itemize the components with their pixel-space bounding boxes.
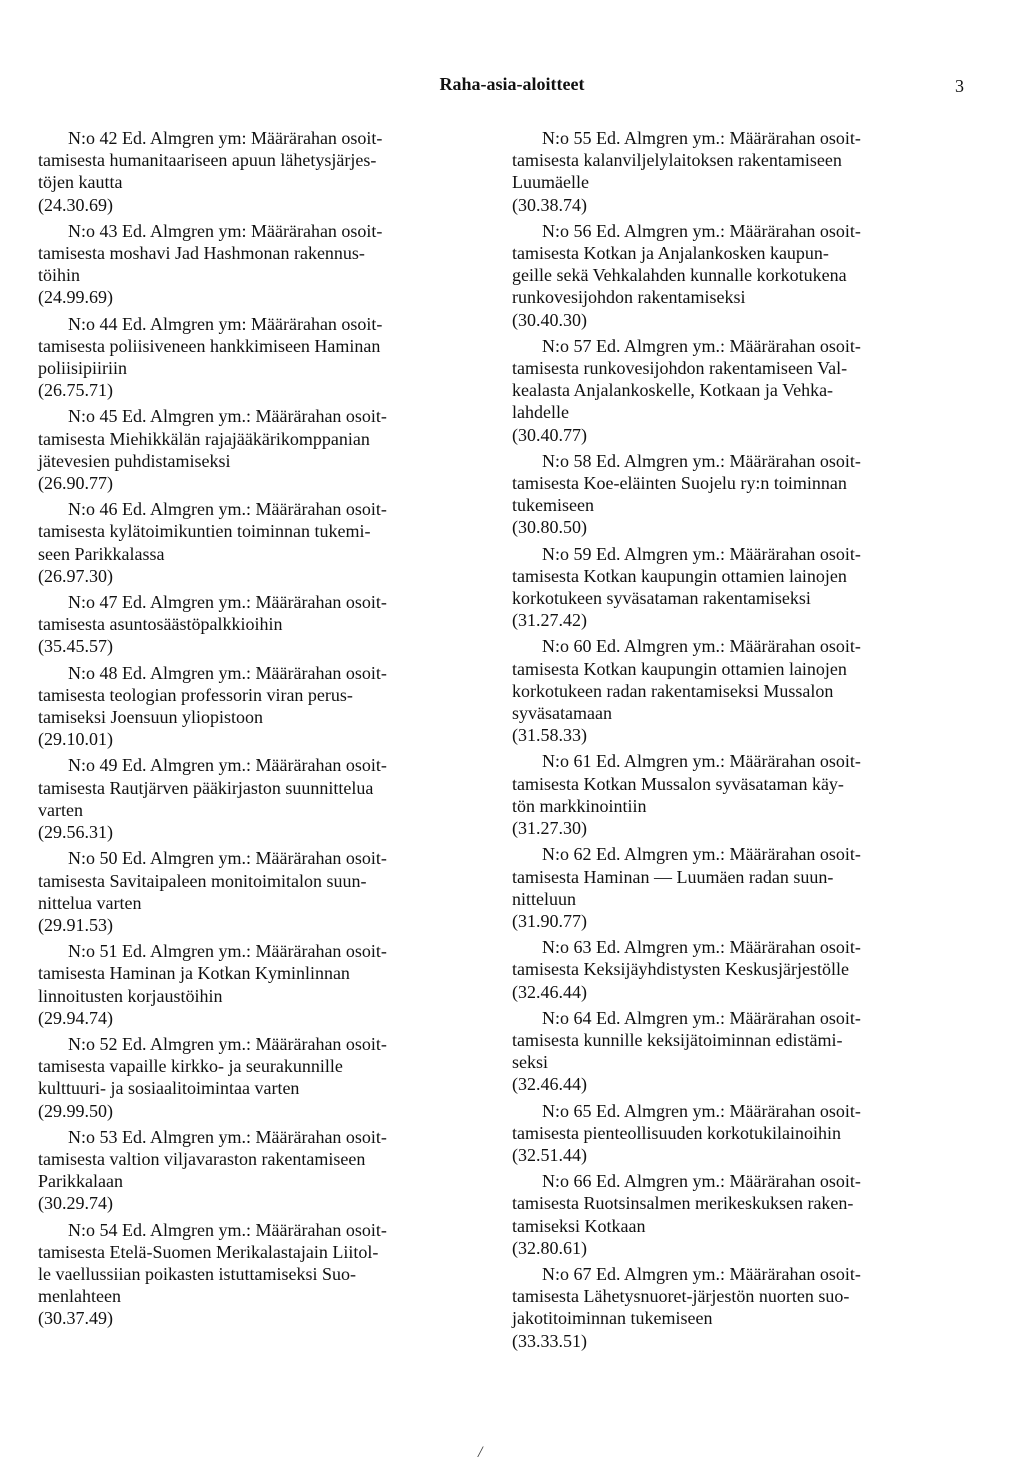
budget-item-code: (29.91.53) [38,914,113,935]
budget-item-code: (30.29.74) [38,1193,113,1214]
motion-entry [512,220,960,331]
stray-mark-icon: / [478,1444,483,1461]
motion-text-line: nitteluun [512,888,576,909]
budget-item-code: (30.40.77) [512,424,587,445]
motion-text-line: tamisesta vapaille kirkko- ja seurakunnille [38,1056,343,1077]
motion-text-line: tamisesta Kotkan Mussalon syväsataman käy- [512,773,844,794]
motion-text-line: tamisesta Lähetysnuoret-järjestön nuorten suo- [512,1286,850,1307]
motion-text-line: tamisesta Kotkan kaupungin ottamien lainojen [512,658,847,679]
motion-text-line: syväsatamaan [512,703,612,724]
motion-text-line: runkovesijohdon rakentamiseksi [512,287,746,308]
budget-item-code: (30.40.30) [512,309,587,330]
page-header [0,74,1024,104]
motion-text-line: tamisesta Kotkan ja Anjalankosken kaupun- [512,243,829,264]
budget-item-code: (29.56.31) [38,822,113,843]
motion-text-line: lahdelle [512,402,569,423]
motion-heading: N:o 60 Ed. Almgren ym.: Määrärahan osoit- [542,636,861,657]
budget-item-code: (26.75.71) [38,380,113,401]
budget-item-code: (30.37.49) [38,1308,113,1329]
motion-text-line: tamisesta Haminan — Luumäen radan suun- [512,866,834,887]
motion-text-line: korkotukeen radan rakentamiseksi Mussalon [512,680,834,701]
motion-text-line: tamisesta moshavi Jad Hashmonan rakennus- [38,243,365,264]
motion-text-line: varten [38,799,83,820]
motion-text-line: kealasta Anjalankoskelle, Kotkaan ja Vehka- [512,380,834,401]
motion-text-line: seksi [512,1052,548,1073]
budget-item-code: (24.99.69) [38,287,113,308]
motion-entry [512,450,960,539]
motion-entry [38,1033,490,1122]
motion-text-line: seen Parikkalassa [38,543,165,564]
right-column [512,127,960,1356]
motion-text-line: tamisesta kunnille keksijätoiminnan edistämi- [512,1029,843,1050]
motion-entry [512,335,960,446]
motion-text-line: Luumäelle [512,172,589,193]
motion-text-line: tön markkinointiin [512,795,647,816]
motion-text-line: Parikkalaan [38,1171,123,1192]
motion-text-line: tamisesta pienteollisuuden korkotukilainoihin [512,1122,841,1143]
motion-text-line: tamisesta asuntosäästöpalkkioihin [38,614,283,635]
motion-text-line: tamisesta Ruotsinsalmen merikeskuksen raken- [512,1193,854,1214]
motion-heading: N:o 52 Ed. Almgren ym.: Määrärahan osoit- [68,1033,387,1054]
motion-entry [38,591,490,658]
motion-text-line: korkotukeen syväsataman rakentamiseksi [512,588,811,609]
motion-text-line: tamisesta poliisiveneen hankkimiseen Haminan [38,335,381,356]
motion-text-line: le vaellussiian poikasten istuttamiseksi Suo- [38,1263,356,1284]
budget-item-code: (30.80.50) [512,517,587,538]
budget-item-code: (33.33.51) [512,1330,587,1351]
motion-entry [38,754,490,843]
motion-heading: N:o 46 Ed. Almgren ym.: Määrärahan osoit- [68,499,387,520]
motion-heading: N:o 42 Ed. Almgren ym: Määrärahan osoit- [68,128,383,148]
motion-heading: N:o 51 Ed. Almgren ym.: Määrärahan osoit- [68,941,387,962]
budget-item-code: (35.45.57) [38,636,113,657]
motion-heading: N:o 55 Ed. Almgren ym.: Määrärahan osoit- [542,128,861,148]
motion-text-line: töihin [38,265,81,286]
motion-entry [512,936,960,1003]
motion-heading: N:o 47 Ed. Almgren ym.: Määrärahan osoit- [68,592,387,613]
budget-item-code: (31.27.42) [512,610,587,631]
motion-text-line: tamisesta kalanviljelylaitoksen rakentamiseen [512,150,842,171]
motion-heading: N:o 53 Ed. Almgren ym.: Määrärahan osoit- [68,1126,387,1147]
motion-text-line: geille sekä Vehkalahden kunnalle korkotukena [512,265,847,286]
motion-entry [38,127,490,216]
motion-entry [38,405,490,494]
budget-item-code: (29.94.74) [38,1007,113,1028]
motion-text-line: tamisesta teologian professorin viran perus- [38,684,353,705]
motion-text-line: tamiseksi Joensuun yliopistoon [38,707,263,728]
motion-text-line: tamisesta Rautjärven pääkirjaston suunnittelua [38,777,374,798]
motion-heading: N:o 64 Ed. Almgren ym.: Määrärahan osoit- [542,1007,861,1028]
budget-item-code: (31.27.30) [512,818,587,839]
motion-heading: N:o 49 Ed. Almgren ym.: Määrärahan osoit- [68,755,387,776]
motion-text-line: poliisipiiriin [38,358,128,379]
motion-heading: N:o 57 Ed. Almgren ym.: Määrärahan osoit- [542,335,861,356]
motion-text-line: tamisesta Haminan ja Kotkan Kyminlinnan [38,963,350,984]
motion-heading: N:o 62 Ed. Almgren ym.: Määrärahan osoit- [542,844,861,865]
budget-item-code: (31.90.77) [512,910,587,931]
motion-text-line: tamisesta Keksijäyhdistysten Keskusjärjestölle [512,959,849,980]
motion-text-line: tamisesta runkovesijohdon rakentamiseen Val- [512,358,848,379]
motion-entry [512,1100,960,1167]
motion-heading: N:o 50 Ed. Almgren ym.: Määrärahan osoit- [68,848,387,869]
motion-entry [512,543,960,632]
motion-entry [512,127,960,216]
motion-text-line: tamiseksi Kotkaan [512,1215,646,1236]
motion-text-line: töjen kautta [38,172,123,193]
budget-item-code: (30.38.74) [512,194,587,215]
motion-heading: N:o 66 Ed. Almgren ym.: Määrärahan osoit- [542,1171,861,1192]
motion-entry [512,1170,960,1259]
motion-heading: N:o 59 Ed. Almgren ym.: Määrärahan osoit- [542,543,861,564]
budget-item-code: (32.46.44) [512,981,587,1002]
motion-entry [38,498,490,587]
motion-text-line: tamisesta kylätoimikuntien toiminnan tukemi- [38,521,371,542]
motion-heading: N:o 63 Ed. Almgren ym.: Määrärahan osoit- [542,937,861,958]
budget-item-code: (29.10.01) [38,729,113,750]
motion-heading: N:o 44 Ed. Almgren ym: Määrärahan osoit- [68,313,383,334]
motion-heading: N:o 61 Ed. Almgren ym.: Määrärahan osoit- [542,751,861,772]
motion-text-line: tamisesta Etelä-Suomen Merikalastajain Liitol- [38,1241,379,1262]
motion-text-line: tamisesta Koe-eläinten Suojelu ry:n toiminnan [512,473,847,494]
motion-heading: N:o 67 Ed. Almgren ym.: Määrärahan osoit- [542,1263,861,1284]
motion-entry [512,1263,960,1352]
motion-heading: N:o 45 Ed. Almgren ym.: Määrärahan osoit- [68,406,387,427]
motion-entry [38,940,490,1029]
motion-entry [512,843,960,932]
budget-item-code: (26.97.30) [38,565,113,586]
motion-text-line: tamisesta valtion viljavaraston rakentamiseen [38,1148,366,1169]
motion-text-line: tamisesta humanitaariseen apuun lähetysjärjes- [38,150,377,171]
budget-item-code: (24.30.69) [38,194,113,215]
motion-heading: N:o 54 Ed. Almgren ym.: Määrärahan osoit- [68,1219,387,1240]
budget-item-code: (26.90.77) [38,473,113,494]
motion-entry [512,750,960,839]
budget-item-code: (29.99.50) [38,1100,113,1121]
motion-entry [38,313,490,402]
motion-entry [512,1007,960,1096]
motion-text-line: linnoitusten korjaustöihin [38,985,223,1006]
motion-entry [38,662,490,751]
motion-heading: N:o 43 Ed. Almgren ym: Määrärahan osoit- [68,220,383,241]
motion-heading: N:o 56 Ed. Almgren ym.: Määrärahan osoit- [542,220,861,241]
budget-item-code: (31.58.33) [512,725,587,746]
motion-entry [38,1126,490,1215]
running-title: Raha-asia-aloitteet [439,74,585,94]
budget-item-code: (32.46.44) [512,1074,587,1095]
motion-text-line: tamisesta Miehikkälän rajajääkärikomppanian [38,428,370,449]
motion-entry [38,220,490,309]
motion-entry [38,847,490,936]
motion-text-line: tamisesta Kotkan kaupungin ottamien lainojen [512,565,847,586]
page-number: 3 [955,76,964,96]
budget-item-code: (32.80.61) [512,1237,587,1258]
motion-text-line: tukemiseen [512,495,594,516]
motion-entry [38,1219,490,1330]
motion-heading: N:o 58 Ed. Almgren ym.: Määrärahan osoit- [542,450,861,471]
motion-text-line: tamisesta Savitaipaleen monitoimitalon suun- [38,870,367,891]
motion-heading: N:o 48 Ed. Almgren ym.: Määrärahan osoit- [68,662,387,683]
motion-entry [512,635,960,746]
motion-text-line: jätevesien puhdistamiseksi [38,450,231,471]
motion-text-line: jakotitoiminnan tukemiseen [512,1308,713,1329]
budget-item-code: (32.51.44) [512,1144,587,1165]
motion-text-line: kulttuuri- ja sosiaalitoimintaa varten [38,1078,300,1099]
motion-text-line: nittelua varten [38,892,142,913]
motion-heading: N:o 65 Ed. Almgren ym.: Määrärahan osoit- [542,1100,861,1121]
motion-text-line: menlahteen [38,1286,121,1307]
left-column [38,127,490,1334]
